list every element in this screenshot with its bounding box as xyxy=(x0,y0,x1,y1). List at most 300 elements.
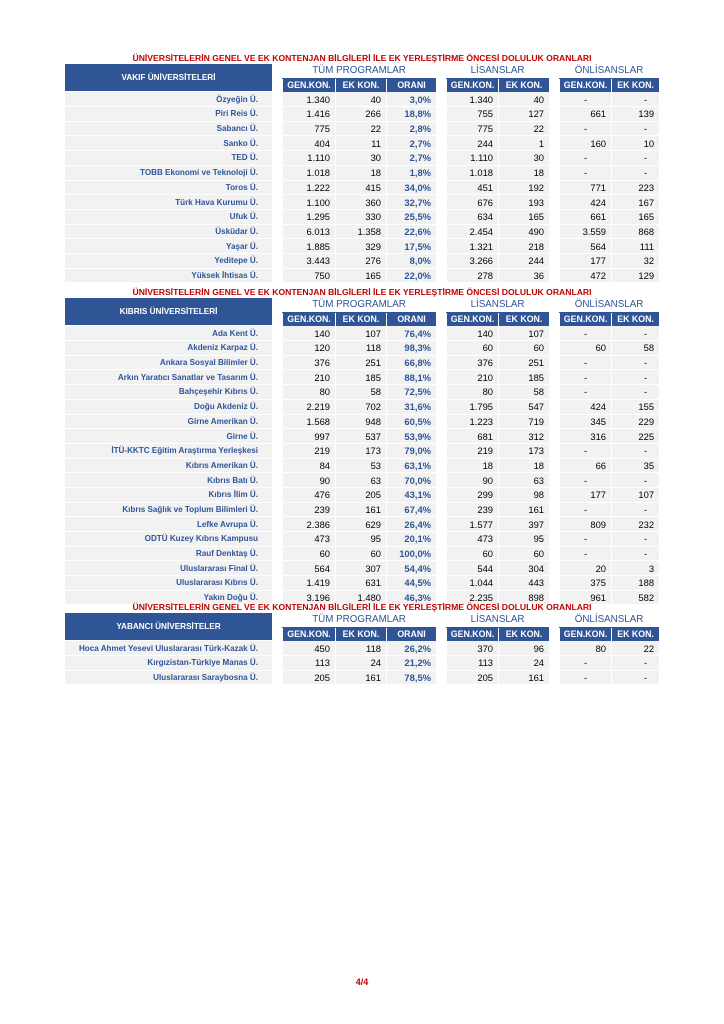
table-row xyxy=(65,239,659,254)
column-gap xyxy=(272,671,282,686)
cell-associate-ek-kon: 188 xyxy=(611,576,659,591)
cell-ek-kon: 329 xyxy=(335,239,386,254)
column-gap xyxy=(272,532,282,547)
column-gap xyxy=(436,356,446,371)
university-name: Kırgızistan-Türkiye Manas Ü. xyxy=(65,656,272,671)
cell-rate: 63,1% xyxy=(386,459,436,474)
cell-rate: 46,3% xyxy=(386,591,436,606)
column-gap xyxy=(436,298,446,313)
cell-associate-ek-kon: - xyxy=(611,473,659,488)
cell-associate-ek-kon: - xyxy=(611,151,659,166)
university-name: Türk Hava Kurumu Ü. xyxy=(65,195,272,210)
table-row xyxy=(65,444,659,459)
column-gap xyxy=(436,313,446,327)
column-gap xyxy=(549,79,559,93)
table-row xyxy=(65,326,659,341)
column-gap xyxy=(549,459,559,474)
column-gap xyxy=(549,210,559,225)
cell-associate-ek-kon: - xyxy=(611,656,659,671)
cell-associate-ek-kon: 58 xyxy=(611,341,659,356)
university-name: Hoca Ahmet Yesevi Uluslararası Türk-Kazak Ü. xyxy=(65,641,272,656)
cell-bachelor-gen-kon: 1.110 xyxy=(446,151,498,166)
cell-gen-kon: 404 xyxy=(282,136,335,151)
group-header-bachelor: LİSANSLAR xyxy=(446,613,549,628)
cell-rate: 72,5% xyxy=(386,385,436,400)
group-header-associate: ÖNLİSANSLAR xyxy=(559,613,659,628)
cell-rate: 43,1% xyxy=(386,488,436,503)
column-gap xyxy=(549,313,559,327)
cell-bachelor-gen-kon: 1.795 xyxy=(446,400,498,415)
group-header-associate: ÖNLİSANSLAR xyxy=(559,298,659,313)
table-row xyxy=(65,576,659,591)
table-row xyxy=(65,459,659,474)
column-gap xyxy=(549,92,559,107)
column-header-gen: GEN.KON. xyxy=(559,628,611,642)
cell-ek-kon: 360 xyxy=(335,195,386,210)
cell-associate-ek-kon: - xyxy=(611,166,659,181)
cell-gen-kon: 1.018 xyxy=(282,166,335,181)
column-header-gen: GEN.KON. xyxy=(282,79,335,93)
university-name: Özyeğin Ü. xyxy=(65,92,272,107)
table-row xyxy=(65,429,659,444)
table-row xyxy=(65,503,659,518)
column-gap xyxy=(436,166,446,181)
university-name: Sanko Ü. xyxy=(65,136,272,151)
cell-associate-gen-kon: - xyxy=(559,532,611,547)
cell-gen-kon: 120 xyxy=(282,341,335,356)
column-gap xyxy=(549,561,559,576)
column-gap xyxy=(272,576,282,591)
cell-associate-gen-kon: 809 xyxy=(559,517,611,532)
cell-rate: 8,0% xyxy=(386,254,436,269)
column-gap xyxy=(549,576,559,591)
column-header-ek: EK KON. xyxy=(611,628,659,642)
header-row-groups xyxy=(65,64,659,79)
cell-associate-ek-kon: 225 xyxy=(611,429,659,444)
cell-associate-gen-kon: - xyxy=(559,92,611,107)
column-gap xyxy=(436,444,446,459)
column-gap xyxy=(272,613,282,628)
column-gap xyxy=(436,503,446,518)
table-row xyxy=(65,656,659,671)
column-gap xyxy=(549,547,559,562)
university-name: Bahçeşehir Kıbrıs Ü. xyxy=(65,385,272,400)
column-gap xyxy=(272,547,282,562)
cell-bachelor-gen-kon: 755 xyxy=(446,107,498,122)
cell-ek-kon: 165 xyxy=(335,269,386,284)
cell-ek-kon: 173 xyxy=(335,444,386,459)
column-gap xyxy=(272,356,282,371)
cell-bachelor-ek-kon: 96 xyxy=(498,641,549,656)
cell-rate: 18,8% xyxy=(386,107,436,122)
column-gap xyxy=(436,181,446,196)
column-gap xyxy=(436,613,446,628)
cell-rate: 2,7% xyxy=(386,151,436,166)
column-header-rate: ORANI xyxy=(386,628,436,642)
column-gap xyxy=(436,517,446,532)
column-gap xyxy=(436,532,446,547)
cell-ek-kon: 702 xyxy=(335,400,386,415)
cell-rate: 32,7% xyxy=(386,195,436,210)
column-gap xyxy=(549,254,559,269)
column-header-ek: EK KON. xyxy=(335,628,386,642)
quota-table xyxy=(65,64,659,283)
cell-bachelor-gen-kon: 451 xyxy=(446,181,498,196)
cell-associate-ek-kon: - xyxy=(611,503,659,518)
cell-bachelor-ek-kon: 161 xyxy=(498,503,549,518)
kibris-universities-section xyxy=(65,286,659,605)
cell-ek-kon: 30 xyxy=(335,151,386,166)
cell-associate-gen-kon: - xyxy=(559,671,611,686)
column-gap xyxy=(436,473,446,488)
cell-associate-gen-kon: 424 xyxy=(559,400,611,415)
cell-gen-kon: 376 xyxy=(282,356,335,371)
cell-ek-kon: 40 xyxy=(335,92,386,107)
column-gap xyxy=(549,628,559,642)
quota-table xyxy=(65,613,659,685)
column-gap xyxy=(549,488,559,503)
cell-associate-gen-kon: 375 xyxy=(559,576,611,591)
cell-associate-gen-kon: 20 xyxy=(559,561,611,576)
column-gap xyxy=(436,326,446,341)
cell-associate-ek-kon: - xyxy=(611,122,659,137)
column-gap xyxy=(549,671,559,686)
cell-ek-kon: 118 xyxy=(335,341,386,356)
column-gap xyxy=(436,576,446,591)
cell-associate-gen-kon: 661 xyxy=(559,210,611,225)
column-header-rate: ORANI xyxy=(386,79,436,93)
table-row xyxy=(65,400,659,415)
university-name: Sabancı Ü. xyxy=(65,122,272,137)
cell-associate-gen-kon: 66 xyxy=(559,459,611,474)
cell-bachelor-gen-kon: 2.454 xyxy=(446,225,498,240)
cell-ek-kon: 307 xyxy=(335,561,386,576)
column-header-ek: EK KON. xyxy=(498,313,549,327)
cell-rate: 22,6% xyxy=(386,225,436,240)
cell-gen-kon: 1.885 xyxy=(282,239,335,254)
column-gap xyxy=(272,656,282,671)
column-gap xyxy=(436,225,446,240)
column-gap xyxy=(436,547,446,562)
cell-associate-gen-kon: - xyxy=(559,326,611,341)
cell-gen-kon: 2.219 xyxy=(282,400,335,415)
cell-associate-ek-kon: 155 xyxy=(611,400,659,415)
cell-gen-kon: 476 xyxy=(282,488,335,503)
table-row xyxy=(65,181,659,196)
cell-rate: 1,8% xyxy=(386,166,436,181)
cell-associate-ek-kon: 223 xyxy=(611,181,659,196)
cell-gen-kon: 450 xyxy=(282,641,335,656)
cell-rate: 22,0% xyxy=(386,269,436,284)
column-gap xyxy=(549,503,559,518)
cell-associate-ek-kon: 582 xyxy=(611,591,659,606)
cell-associate-gen-kon: - xyxy=(559,166,611,181)
section-title: ÜNİVERSİTELERİN GENEL VE EK KONTENJAN BİLGİLERİ İLE EK YERLEŞTİRME ÖNCESİ DOLULUK ORANLARI xyxy=(132,287,592,297)
column-gap xyxy=(436,107,446,122)
cell-gen-kon: 1.340 xyxy=(282,92,335,107)
cell-ek-kon: 53 xyxy=(335,459,386,474)
cell-bachelor-ek-kon: 24 xyxy=(498,656,549,671)
cell-ek-kon: 95 xyxy=(335,532,386,547)
column-gap xyxy=(549,181,559,196)
university-name: Kıbrıs Amerikan Ü. xyxy=(65,459,272,474)
cell-associate-ek-kon: - xyxy=(611,326,659,341)
column-gap xyxy=(272,341,282,356)
cell-associate-ek-kon: 35 xyxy=(611,459,659,474)
cell-bachelor-gen-kon: 2.235 xyxy=(446,591,498,606)
cell-bachelor-gen-kon: 244 xyxy=(446,136,498,151)
column-gap xyxy=(549,239,559,254)
column-header-gen: GEN.KON. xyxy=(559,79,611,93)
cell-gen-kon: 1.222 xyxy=(282,181,335,196)
column-gap xyxy=(436,210,446,225)
university-name: Üsküdar Ü. xyxy=(65,225,272,240)
cell-associate-gen-kon: - xyxy=(559,656,611,671)
cell-associate-ek-kon: - xyxy=(611,444,659,459)
cell-associate-gen-kon: 3.559 xyxy=(559,225,611,240)
cell-rate: 53,9% xyxy=(386,429,436,444)
cell-bachelor-gen-kon: 113 xyxy=(446,656,498,671)
cell-rate: 100,0% xyxy=(386,547,436,562)
cell-associate-gen-kon: 961 xyxy=(559,591,611,606)
cell-ek-kon: 629 xyxy=(335,517,386,532)
column-gap xyxy=(272,444,282,459)
cell-associate-gen-kon: - xyxy=(559,503,611,518)
column-gap xyxy=(272,254,282,269)
column-gap xyxy=(549,298,559,313)
column-gap xyxy=(272,473,282,488)
cell-associate-ek-kon: 32 xyxy=(611,254,659,269)
column-gap xyxy=(436,239,446,254)
cell-associate-ek-kon: 165 xyxy=(611,210,659,225)
cell-associate-ek-kon: - xyxy=(611,671,659,686)
table-row xyxy=(65,269,659,284)
column-gap xyxy=(272,641,282,656)
cell-ek-kon: 205 xyxy=(335,488,386,503)
table-row xyxy=(65,356,659,371)
cell-ek-kon: 18 xyxy=(335,166,386,181)
cell-associate-gen-kon: - xyxy=(559,385,611,400)
cell-bachelor-gen-kon: 1.321 xyxy=(446,239,498,254)
column-gap xyxy=(549,341,559,356)
header-row-groups xyxy=(65,298,659,313)
cell-bachelor-gen-kon: 775 xyxy=(446,122,498,137)
cell-gen-kon: 113 xyxy=(282,656,335,671)
cell-bachelor-gen-kon: 239 xyxy=(446,503,498,518)
column-gap xyxy=(436,79,446,93)
cell-bachelor-gen-kon: 3.266 xyxy=(446,254,498,269)
cell-bachelor-ek-kon: 63 xyxy=(498,473,549,488)
cell-bachelor-gen-kon: 676 xyxy=(446,195,498,210)
cell-gen-kon: 775 xyxy=(282,122,335,137)
column-gap xyxy=(549,613,559,628)
table-row xyxy=(65,473,659,488)
cell-bachelor-ek-kon: 18 xyxy=(498,459,549,474)
column-gap xyxy=(549,151,559,166)
quota-table xyxy=(65,298,659,605)
university-name: Uluslararası Final Ü. xyxy=(65,561,272,576)
cell-bachelor-ek-kon: 251 xyxy=(498,356,549,371)
cell-bachelor-gen-kon: 210 xyxy=(446,370,498,385)
cell-gen-kon: 2.386 xyxy=(282,517,335,532)
cell-bachelor-ek-kon: 547 xyxy=(498,400,549,415)
cell-bachelor-gen-kon: 299 xyxy=(446,488,498,503)
cell-bachelor-ek-kon: 185 xyxy=(498,370,549,385)
cell-associate-gen-kon: 771 xyxy=(559,181,611,196)
table-row xyxy=(65,107,659,122)
column-header-gen: GEN.KON. xyxy=(446,313,498,327)
cell-bachelor-ek-kon: 40 xyxy=(498,92,549,107)
cell-associate-gen-kon: - xyxy=(559,356,611,371)
column-header-ek: EK KON. xyxy=(611,313,659,327)
cell-ek-kon: 1.358 xyxy=(335,225,386,240)
cell-rate: 21,2% xyxy=(386,656,436,671)
cell-gen-kon: 1.419 xyxy=(282,576,335,591)
cell-ek-kon: 63 xyxy=(335,473,386,488)
column-gap xyxy=(272,195,282,210)
cell-ek-kon: 415 xyxy=(335,181,386,196)
cell-bachelor-ek-kon: 443 xyxy=(498,576,549,591)
table-row xyxy=(65,641,659,656)
column-header-gen: GEN.KON. xyxy=(282,313,335,327)
column-gap xyxy=(436,400,446,415)
column-gap xyxy=(272,181,282,196)
cell-associate-ek-kon: 229 xyxy=(611,415,659,430)
cell-gen-kon: 140 xyxy=(282,326,335,341)
cell-ek-kon: 24 xyxy=(335,656,386,671)
cell-bachelor-ek-kon: 719 xyxy=(498,415,549,430)
cell-rate: 17,5% xyxy=(386,239,436,254)
column-gap xyxy=(436,370,446,385)
cell-ek-kon: 537 xyxy=(335,429,386,444)
university-name: Ufuk Ü. xyxy=(65,210,272,225)
column-gap xyxy=(436,64,446,79)
table-row xyxy=(65,532,659,547)
column-header-rate: ORANI xyxy=(386,313,436,327)
cell-rate: 3,0% xyxy=(386,92,436,107)
cell-bachelor-gen-kon: 1.340 xyxy=(446,92,498,107)
cell-gen-kon: 60 xyxy=(282,547,335,562)
cell-ek-kon: 185 xyxy=(335,370,386,385)
column-gap xyxy=(272,415,282,430)
cell-ek-kon: 1.480 xyxy=(335,591,386,606)
column-gap xyxy=(436,136,446,151)
column-gap xyxy=(272,370,282,385)
cell-gen-kon: 1.568 xyxy=(282,415,335,430)
cell-bachelor-gen-kon: 1.577 xyxy=(446,517,498,532)
column-gap xyxy=(272,107,282,122)
cell-rate: 66,8% xyxy=(386,356,436,371)
cell-ek-kon: 118 xyxy=(335,641,386,656)
cell-gen-kon: 3.443 xyxy=(282,254,335,269)
column-gap xyxy=(272,400,282,415)
column-gap xyxy=(549,444,559,459)
cell-bachelor-ek-kon: 397 xyxy=(498,517,549,532)
cell-gen-kon: 1.100 xyxy=(282,195,335,210)
cell-bachelor-ek-kon: 304 xyxy=(498,561,549,576)
cell-associate-ek-kon: - xyxy=(611,547,659,562)
cell-associate-ek-kon: - xyxy=(611,356,659,371)
table-row xyxy=(65,210,659,225)
column-header-ek: EK KON. xyxy=(498,79,549,93)
cell-bachelor-gen-kon: 140 xyxy=(446,326,498,341)
cell-gen-kon: 997 xyxy=(282,429,335,444)
column-gap xyxy=(436,488,446,503)
column-gap xyxy=(272,488,282,503)
cell-associate-gen-kon: 60 xyxy=(559,341,611,356)
column-gap xyxy=(272,64,282,79)
table-row xyxy=(65,151,659,166)
table-row xyxy=(65,415,659,430)
cell-associate-gen-kon: 160 xyxy=(559,136,611,151)
column-gap xyxy=(272,429,282,444)
cell-bachelor-gen-kon: 376 xyxy=(446,356,498,371)
cell-rate: 67,4% xyxy=(386,503,436,518)
column-gap xyxy=(272,151,282,166)
table-row xyxy=(65,225,659,240)
group-header-bachelor: LİSANSLAR xyxy=(446,64,549,79)
cell-rate: 78,5% xyxy=(386,671,436,686)
column-gap xyxy=(436,195,446,210)
column-gap xyxy=(549,385,559,400)
cell-ek-kon: 161 xyxy=(335,671,386,686)
group-header-all-programs: TÜM PROGRAMLAR xyxy=(282,298,436,313)
university-name: ODTÜ Kuzey Kıbrıs Kampusu xyxy=(65,532,272,547)
cell-bachelor-ek-kon: 244 xyxy=(498,254,549,269)
university-name: Yaşar Ü. xyxy=(65,239,272,254)
university-name: Uluslararası Kıbrıs Ü. xyxy=(65,576,272,591)
cell-bachelor-gen-kon: 278 xyxy=(446,269,498,284)
column-gap xyxy=(436,459,446,474)
table-row xyxy=(65,370,659,385)
cell-ek-kon: 631 xyxy=(335,576,386,591)
cell-bachelor-ek-kon: 1 xyxy=(498,136,549,151)
cell-rate: 60,5% xyxy=(386,415,436,430)
cell-associate-gen-kon: 564 xyxy=(559,239,611,254)
column-header-gen: GEN.KON. xyxy=(282,628,335,642)
column-gap xyxy=(549,326,559,341)
group-header-bachelor: LİSANSLAR xyxy=(446,298,549,313)
cell-rate: 76,4% xyxy=(386,326,436,341)
column-gap xyxy=(272,459,282,474)
column-gap xyxy=(549,107,559,122)
cell-bachelor-ek-kon: 58 xyxy=(498,385,549,400)
cell-associate-gen-kon: 661 xyxy=(559,107,611,122)
group-header-associate: ÖNLİSANSLAR xyxy=(559,64,659,79)
table-row xyxy=(65,517,659,532)
cell-rate: 20,1% xyxy=(386,532,436,547)
university-name: TED Ü. xyxy=(65,151,272,166)
column-gap xyxy=(272,517,282,532)
column-gap xyxy=(272,92,282,107)
university-name: İTÜ-KKTC Eğitim Araştırma Yerleşkesi xyxy=(65,444,272,459)
cell-bachelor-ek-kon: 22 xyxy=(498,122,549,137)
column-gap xyxy=(549,641,559,656)
cell-bachelor-gen-kon: 80 xyxy=(446,385,498,400)
column-gap xyxy=(549,656,559,671)
cell-gen-kon: 6.013 xyxy=(282,225,335,240)
table-row xyxy=(65,195,659,210)
column-gap xyxy=(549,225,559,240)
cell-bachelor-ek-kon: 98 xyxy=(498,488,549,503)
cell-associate-gen-kon: 80 xyxy=(559,641,611,656)
column-gap xyxy=(549,370,559,385)
cell-bachelor-ek-kon: 218 xyxy=(498,239,549,254)
cell-ek-kon: 161 xyxy=(335,503,386,518)
cell-associate-ek-kon: 167 xyxy=(611,195,659,210)
cell-bachelor-gen-kon: 544 xyxy=(446,561,498,576)
university-name: Kıbrıs İlim Ü. xyxy=(65,488,272,503)
